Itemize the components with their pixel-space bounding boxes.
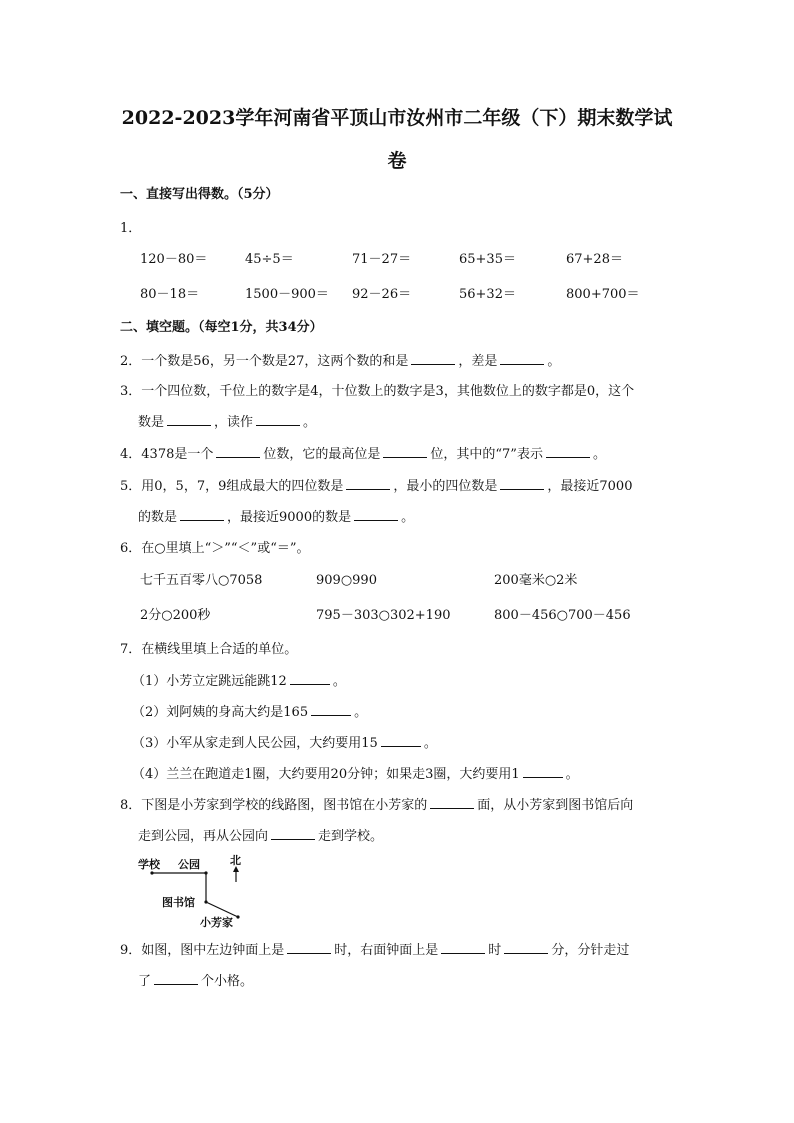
answer-blank[interactable] xyxy=(271,827,315,840)
answer-blank[interactable] xyxy=(180,508,224,521)
compare-item[interactable]: 795－303○302+190 xyxy=(316,608,451,623)
question-3-line1: 3．一个四位数，千位上的数字是4，十位数上的数字是3，其他数位上的数字都是0，这个 xyxy=(120,384,635,399)
question-7-item: （2）刘阿姨的身高大约是165 。 xyxy=(132,705,368,720)
question-1-number: 1． xyxy=(120,221,142,236)
answer-blank[interactable] xyxy=(154,972,198,985)
answer-blank[interactable] xyxy=(290,672,330,685)
question-9-line2: 了 个小格。 xyxy=(138,974,254,989)
calc-item: 80－18＝ xyxy=(140,287,200,302)
answer-blank[interactable] xyxy=(346,477,390,490)
answer-blank[interactable] xyxy=(500,477,544,490)
question-7-item: （3）小军从家走到人民公园，大约要用15 。 xyxy=(132,736,437,751)
answer-blank[interactable] xyxy=(354,508,398,521)
compare-item[interactable]: 200毫米○2米 xyxy=(494,573,578,588)
calc-item: 800+700＝ xyxy=(566,287,640,302)
calc-item: 65+35＝ xyxy=(459,252,516,267)
question-8-line2: 走到公园，再从公园向 走到学校。 xyxy=(138,829,384,844)
map-label-park: 公园 xyxy=(178,858,200,871)
answer-blank[interactable] xyxy=(287,941,331,954)
calc-item: 67+28＝ xyxy=(566,252,623,267)
answer-blank[interactable] xyxy=(546,445,590,458)
question-4: 4．4378是一个 位数，它的最高位是 位，其中的“7”表示 。 xyxy=(120,447,606,462)
answer-blank[interactable] xyxy=(311,703,351,716)
answer-blank[interactable] xyxy=(504,941,548,954)
calc-item: 92－26＝ xyxy=(352,287,412,302)
section1-heading: 一、直接写出得数。（5分） xyxy=(120,187,279,202)
page-title: 2022-2023学年河南省平顶山市汝州市二年级（下）期末数学试 xyxy=(121,107,673,129)
map-label-north: 北 xyxy=(230,854,241,867)
question-3-line2: 数是 ，读作 。 xyxy=(138,415,317,430)
answer-blank[interactable] xyxy=(383,445,427,458)
question-5-line1: 5．用0，5，7，9组成最大的四位数是 ，最小的四位数是 ，最接近7000 xyxy=(120,479,633,494)
question-7-item: （1）小芳立定跳远能跳12 。 xyxy=(132,674,346,689)
calc-item: 1500－900＝ xyxy=(245,287,329,302)
calc-item: 45÷5＝ xyxy=(245,252,294,267)
map-label-school: 学校 xyxy=(138,858,160,871)
answer-blank[interactable] xyxy=(216,445,260,458)
compare-item[interactable]: 七千五百零八○7058 xyxy=(140,573,263,588)
compare-item[interactable]: 909○990 xyxy=(316,573,377,588)
route-map xyxy=(138,852,258,932)
question-7-prompt: 7．在横线里填上合适的单位。 xyxy=(120,642,298,657)
answer-blank[interactable] xyxy=(523,765,563,778)
answer-blank[interactable] xyxy=(256,413,300,426)
question-7-item: （4）兰兰在跑道走1圈，大约要用20分钟；如果走3圈，大约要用1 。 xyxy=(132,767,579,782)
answer-blank[interactable] xyxy=(167,413,211,426)
question-8-line1: 8．下图是小芳家到学校的线路图，图书馆在小芳家的 面，从小芳家到图书馆后向 xyxy=(120,798,634,813)
map-label-library: 图书馆 xyxy=(162,896,195,909)
question-9-line1: 9．如图，图中左边钟面上是 时，右面钟面上是 时 分，分针走过 xyxy=(120,943,630,958)
compare-item[interactable]: 800－456○700－456 xyxy=(494,608,631,623)
calc-item: 120－80＝ xyxy=(140,252,208,267)
answer-blank[interactable] xyxy=(441,941,485,954)
section2-heading: 二、填空题。（每空1分，共34分） xyxy=(120,320,323,335)
answer-blank[interactable] xyxy=(381,734,421,747)
calc-item: 71－27＝ xyxy=(352,252,412,267)
question-2: 2．一个数是56，另一个数是27，这两个数的和是 ，差是 。 xyxy=(120,354,561,369)
calc-item: 56+32＝ xyxy=(459,287,516,302)
page-title-continued: 卷 xyxy=(387,150,407,172)
answer-blank[interactable] xyxy=(411,352,455,365)
compare-item[interactable]: 2分○200秒 xyxy=(140,608,211,623)
answer-blank[interactable] xyxy=(500,352,544,365)
question-5-line2: 的数是 ，最接近9000的数是 。 xyxy=(138,510,415,525)
question-6-prompt: 6．在○里填上“＞”“＜”或“＝”。 xyxy=(120,541,310,556)
answer-blank[interactable] xyxy=(430,796,474,809)
map-label-home: 小芳家 xyxy=(200,916,233,929)
